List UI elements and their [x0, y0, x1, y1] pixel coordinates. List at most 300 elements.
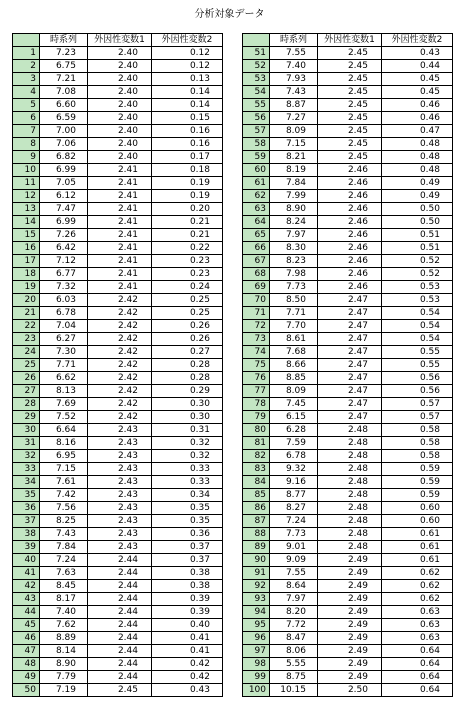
exog2-value-cell: 0.40 — [152, 619, 223, 632]
series-value-cell: 8.17 — [40, 593, 88, 606]
exog2-value-cell: 0.63 — [382, 606, 453, 619]
table-row — [243, 190, 453, 203]
series-value-cell: 6.27 — [40, 333, 88, 346]
exog2-value-cell: 0.60 — [382, 502, 453, 515]
exog2-value-cell: 0.49 — [382, 190, 453, 203]
exog2-value-cell: 0.13 — [152, 73, 223, 86]
table-row — [243, 125, 453, 138]
row-index-cell: 91 — [243, 567, 270, 580]
exog1-value-cell: 2.42 — [88, 346, 152, 359]
exog2-value-cell: 0.33 — [152, 463, 223, 476]
table-row — [243, 476, 453, 489]
row-index-cell: 2 — [13, 60, 40, 73]
table-row — [243, 437, 453, 450]
table-row — [243, 489, 453, 502]
table-row — [243, 606, 453, 619]
series-value-cell: 7.69 — [40, 398, 88, 411]
table-row — [243, 658, 453, 671]
series-value-cell: 7.40 — [40, 606, 88, 619]
exog2-value-cell: 0.57 — [382, 398, 453, 411]
table-row — [13, 333, 223, 346]
column-header-exog2: 外因性変数2 — [152, 34, 223, 47]
row-index-cell: 15 — [13, 229, 40, 242]
row-index-cell: 79 — [243, 411, 270, 424]
exog1-value-cell: 2.44 — [88, 671, 152, 684]
row-index-cell: 22 — [13, 320, 40, 333]
exog2-value-cell: 0.54 — [382, 320, 453, 333]
row-index-cell: 80 — [243, 424, 270, 437]
row-index-cell: 49 — [13, 671, 40, 684]
series-value-cell: 8.19 — [270, 164, 318, 177]
series-value-cell: 8.16 — [40, 437, 88, 450]
series-value-cell: 7.55 — [270, 567, 318, 580]
row-index-cell: 21 — [13, 307, 40, 320]
exog1-value-cell: 2.47 — [318, 307, 382, 320]
series-value-cell: 6.95 — [40, 450, 88, 463]
exog2-value-cell: 0.22 — [152, 242, 223, 255]
row-index-cell: 94 — [243, 606, 270, 619]
exog1-value-cell: 2.50 — [318, 684, 382, 697]
row-index-cell: 90 — [243, 554, 270, 567]
row-index-cell: 27 — [13, 385, 40, 398]
table-row — [243, 502, 453, 515]
table-header-row — [13, 34, 223, 47]
exog2-value-cell: 0.42 — [152, 671, 223, 684]
row-index-cell: 82 — [243, 450, 270, 463]
table-row — [13, 346, 223, 359]
row-index-cell: 87 — [243, 515, 270, 528]
exog1-value-cell: 2.45 — [318, 99, 382, 112]
row-index-cell: 99 — [243, 671, 270, 684]
series-value-cell: 9.09 — [270, 554, 318, 567]
exog2-value-cell: 0.64 — [382, 684, 453, 697]
exog1-value-cell: 2.46 — [318, 190, 382, 203]
table-row — [243, 450, 453, 463]
series-value-cell: 7.71 — [270, 307, 318, 320]
row-index-cell: 60 — [243, 164, 270, 177]
exog2-value-cell: 0.54 — [382, 333, 453, 346]
exog1-value-cell: 2.45 — [318, 138, 382, 151]
table-row — [13, 528, 223, 541]
exog2-value-cell: 0.60 — [382, 515, 453, 528]
series-value-cell: 7.52 — [40, 411, 88, 424]
exog2-value-cell: 0.18 — [152, 164, 223, 177]
series-value-cell: 7.05 — [40, 177, 88, 190]
row-index-cell: 35 — [13, 489, 40, 502]
exog1-value-cell: 2.49 — [318, 645, 382, 658]
series-value-cell: 6.78 — [270, 450, 318, 463]
table-row — [13, 515, 223, 528]
exog2-value-cell: 0.27 — [152, 346, 223, 359]
row-index-cell: 11 — [13, 177, 40, 190]
table-row — [243, 567, 453, 580]
row-index-cell: 43 — [13, 593, 40, 606]
series-value-cell: 7.61 — [40, 476, 88, 489]
row-index-cell: 20 — [13, 294, 40, 307]
exog1-value-cell: 2.45 — [318, 60, 382, 73]
table-row — [13, 476, 223, 489]
series-value-cell: 8.90 — [270, 203, 318, 216]
series-value-cell: 8.87 — [270, 99, 318, 112]
row-index-cell: 41 — [13, 567, 40, 580]
series-value-cell: 8.45 — [40, 580, 88, 593]
exog1-value-cell: 2.46 — [318, 177, 382, 190]
series-value-cell: 7.15 — [40, 463, 88, 476]
exog1-value-cell: 2.42 — [88, 398, 152, 411]
exog1-value-cell: 2.46 — [318, 281, 382, 294]
series-value-cell: 7.32 — [40, 281, 88, 294]
series-value-cell: 6.99 — [40, 164, 88, 177]
exog1-value-cell: 2.48 — [318, 463, 382, 476]
table-row — [243, 99, 453, 112]
table-row — [13, 424, 223, 437]
row-index-cell: 59 — [243, 151, 270, 164]
exog1-value-cell: 2.40 — [88, 73, 152, 86]
table-row — [13, 190, 223, 203]
row-index-cell: 65 — [243, 229, 270, 242]
row-index-cell: 48 — [13, 658, 40, 671]
exog1-value-cell: 2.45 — [318, 151, 382, 164]
exog2-value-cell: 0.26 — [152, 333, 223, 346]
exog1-value-cell: 2.43 — [88, 502, 152, 515]
row-index-cell: 62 — [243, 190, 270, 203]
row-index-cell: 24 — [13, 346, 40, 359]
exog2-value-cell: 0.15 — [152, 112, 223, 125]
exog2-value-cell: 0.46 — [382, 112, 453, 125]
table-row — [243, 671, 453, 684]
series-value-cell: 8.13 — [40, 385, 88, 398]
row-index-cell: 55 — [243, 99, 270, 112]
series-value-cell: 6.99 — [40, 216, 88, 229]
exog1-value-cell: 2.45 — [318, 112, 382, 125]
exog2-value-cell: 0.37 — [152, 554, 223, 567]
series-value-cell: 7.59 — [270, 437, 318, 450]
series-value-cell: 7.30 — [40, 346, 88, 359]
series-value-cell: 7.71 — [40, 359, 88, 372]
exog2-value-cell: 0.19 — [152, 190, 223, 203]
exog1-value-cell: 2.42 — [88, 359, 152, 372]
row-index-cell: 69 — [243, 281, 270, 294]
series-value-cell: 6.64 — [40, 424, 88, 437]
series-value-cell: 6.82 — [40, 151, 88, 164]
row-index-cell: 28 — [13, 398, 40, 411]
exog1-value-cell: 2.46 — [318, 255, 382, 268]
row-index-cell: 53 — [243, 73, 270, 86]
table-row — [243, 515, 453, 528]
table-row — [243, 385, 453, 398]
column-header-exog2: 外因性変数2 — [382, 34, 453, 47]
exog1-value-cell: 2.44 — [88, 593, 152, 606]
series-value-cell: 6.03 — [40, 294, 88, 307]
exog2-value-cell: 0.39 — [152, 606, 223, 619]
series-value-cell: 6.12 — [40, 190, 88, 203]
row-index-cell: 61 — [243, 177, 270, 190]
exog1-value-cell: 2.43 — [88, 489, 152, 502]
exog1-value-cell: 2.47 — [318, 398, 382, 411]
row-index-cell: 6 — [13, 112, 40, 125]
table-row — [243, 359, 453, 372]
row-index-cell: 68 — [243, 268, 270, 281]
exog1-value-cell: 2.40 — [88, 86, 152, 99]
exog1-value-cell: 2.46 — [318, 216, 382, 229]
exog1-value-cell: 2.48 — [318, 476, 382, 489]
exog2-value-cell: 0.14 — [152, 99, 223, 112]
series-value-cell: 7.27 — [270, 112, 318, 125]
row-index-cell: 56 — [243, 112, 270, 125]
table-row — [243, 619, 453, 632]
series-value-cell: 7.56 — [40, 502, 88, 515]
row-index-cell: 16 — [13, 242, 40, 255]
row-index-cell: 46 — [13, 632, 40, 645]
table-row — [13, 541, 223, 554]
table-row — [13, 658, 223, 671]
series-value-cell: 7.19 — [40, 684, 88, 697]
row-index-cell: 66 — [243, 242, 270, 255]
row-index-cell: 40 — [13, 554, 40, 567]
series-value-cell: 8.61 — [270, 333, 318, 346]
exog1-value-cell: 2.44 — [88, 567, 152, 580]
series-value-cell: 7.72 — [270, 619, 318, 632]
series-value-cell: 6.75 — [40, 60, 88, 73]
series-value-cell: 7.00 — [40, 125, 88, 138]
exog1-value-cell: 2.44 — [88, 580, 152, 593]
exog2-value-cell: 0.50 — [382, 216, 453, 229]
row-index-cell: 97 — [243, 645, 270, 658]
row-index-cell: 89 — [243, 541, 270, 554]
series-value-cell: 7.97 — [270, 229, 318, 242]
series-value-cell: 7.93 — [270, 73, 318, 86]
exog2-value-cell: 0.29 — [152, 385, 223, 398]
series-value-cell: 9.01 — [270, 541, 318, 554]
exog2-value-cell: 0.38 — [152, 580, 223, 593]
table-row — [13, 99, 223, 112]
exog1-value-cell: 2.40 — [88, 138, 152, 151]
table-row — [243, 541, 453, 554]
table-row — [243, 528, 453, 541]
series-value-cell: 7.06 — [40, 138, 88, 151]
series-value-cell: 8.47 — [270, 632, 318, 645]
exog1-value-cell: 2.42 — [88, 320, 152, 333]
series-value-cell: 6.60 — [40, 99, 88, 112]
table-row — [243, 333, 453, 346]
table-row — [13, 151, 223, 164]
column-header-series: 時系列 — [270, 34, 318, 47]
series-value-cell: 7.68 — [270, 346, 318, 359]
exog1-value-cell: 2.44 — [88, 645, 152, 658]
exog1-value-cell: 2.44 — [88, 554, 152, 567]
exog2-value-cell: 0.45 — [382, 73, 453, 86]
series-value-cell: 8.50 — [270, 294, 318, 307]
data-table-right — [242, 33, 453, 697]
row-index-cell: 51 — [243, 47, 270, 60]
exog1-value-cell: 2.43 — [88, 515, 152, 528]
row-index-cell: 45 — [13, 619, 40, 632]
exog1-value-cell: 2.45 — [318, 73, 382, 86]
exog2-value-cell: 0.58 — [382, 450, 453, 463]
exog1-value-cell: 2.49 — [318, 554, 382, 567]
exog1-value-cell: 2.49 — [318, 632, 382, 645]
exog2-value-cell: 0.45 — [382, 86, 453, 99]
exog2-value-cell: 0.23 — [152, 268, 223, 281]
row-index-cell: 81 — [243, 437, 270, 450]
series-value-cell: 7.15 — [270, 138, 318, 151]
exog2-value-cell: 0.64 — [382, 645, 453, 658]
series-value-cell: 6.78 — [40, 307, 88, 320]
exog2-value-cell: 0.58 — [382, 437, 453, 450]
table-row — [243, 632, 453, 645]
exog1-value-cell: 2.40 — [88, 125, 152, 138]
series-value-cell: 8.20 — [270, 606, 318, 619]
exog2-value-cell: 0.53 — [382, 294, 453, 307]
exog2-value-cell: 0.42 — [152, 658, 223, 671]
exog2-value-cell: 0.44 — [382, 60, 453, 73]
table-row — [13, 450, 223, 463]
exog1-value-cell: 2.41 — [88, 229, 152, 242]
exog2-value-cell: 0.48 — [382, 151, 453, 164]
row-index-cell: 54 — [243, 86, 270, 99]
exog2-value-cell: 0.14 — [152, 86, 223, 99]
row-index-cell: 32 — [13, 450, 40, 463]
exog2-value-cell: 0.55 — [382, 359, 453, 372]
row-index-cell: 85 — [243, 489, 270, 502]
exog2-value-cell: 0.61 — [382, 528, 453, 541]
exog2-value-cell: 0.28 — [152, 359, 223, 372]
exog1-value-cell: 2.44 — [88, 658, 152, 671]
row-index-cell: 26 — [13, 372, 40, 385]
row-index-cell: 37 — [13, 515, 40, 528]
row-index-cell: 86 — [243, 502, 270, 515]
exog1-value-cell: 2.40 — [88, 112, 152, 125]
exog2-value-cell: 0.56 — [382, 372, 453, 385]
table-row — [243, 86, 453, 99]
exog1-value-cell: 2.44 — [88, 606, 152, 619]
table-row — [243, 112, 453, 125]
exog2-value-cell: 0.43 — [382, 47, 453, 60]
exog1-value-cell: 2.44 — [88, 632, 152, 645]
exog2-value-cell: 0.35 — [152, 515, 223, 528]
row-index-cell: 39 — [13, 541, 40, 554]
table-row — [243, 411, 453, 424]
series-value-cell: 10.15 — [270, 684, 318, 697]
exog1-value-cell: 2.47 — [318, 320, 382, 333]
exog2-value-cell: 0.48 — [382, 164, 453, 177]
table-row — [243, 281, 453, 294]
table-row — [243, 229, 453, 242]
exog2-value-cell: 0.20 — [152, 203, 223, 216]
exog1-value-cell: 2.41 — [88, 281, 152, 294]
row-index-cell: 4 — [13, 86, 40, 99]
row-index-cell: 29 — [13, 411, 40, 424]
exog2-value-cell: 0.37 — [152, 541, 223, 554]
exog2-value-cell: 0.53 — [382, 281, 453, 294]
table-row — [13, 554, 223, 567]
exog1-value-cell: 2.46 — [318, 164, 382, 177]
row-index-cell: 19 — [13, 281, 40, 294]
exog1-value-cell: 2.48 — [318, 424, 382, 437]
exog1-value-cell: 2.48 — [318, 541, 382, 554]
row-index-cell: 84 — [243, 476, 270, 489]
series-value-cell: 7.23 — [40, 47, 88, 60]
exog1-value-cell: 2.41 — [88, 164, 152, 177]
exog1-value-cell: 2.47 — [318, 294, 382, 307]
row-index-cell: 17 — [13, 255, 40, 268]
row-index-cell: 74 — [243, 346, 270, 359]
row-index-cell: 67 — [243, 255, 270, 268]
exog1-value-cell: 2.48 — [318, 437, 382, 450]
series-value-cell: 6.15 — [270, 411, 318, 424]
series-value-cell: 8.77 — [270, 489, 318, 502]
table-row — [13, 619, 223, 632]
exog1-value-cell: 2.41 — [88, 268, 152, 281]
row-index-cell: 52 — [243, 60, 270, 73]
row-index-cell: 34 — [13, 476, 40, 489]
page-title: 分析対象データ — [194, 9, 265, 20]
series-value-cell: 6.62 — [40, 372, 88, 385]
exog1-value-cell: 2.45 — [318, 86, 382, 99]
row-index-cell: 5 — [13, 99, 40, 112]
exog2-value-cell: 0.64 — [382, 671, 453, 684]
exog2-value-cell: 0.49 — [382, 177, 453, 190]
series-value-cell: 7.21 — [40, 73, 88, 86]
table-row — [243, 164, 453, 177]
table-header-row — [243, 34, 453, 47]
row-index-cell: 92 — [243, 580, 270, 593]
table-row — [243, 255, 453, 268]
table-row — [243, 463, 453, 476]
exog1-value-cell: 2.42 — [88, 385, 152, 398]
series-value-cell: 7.84 — [40, 541, 88, 554]
exog1-value-cell: 2.42 — [88, 333, 152, 346]
row-index-cell: 100 — [243, 684, 270, 697]
exog2-value-cell: 0.28 — [152, 372, 223, 385]
row-index-cell: 93 — [243, 593, 270, 606]
exog2-value-cell: 0.17 — [152, 151, 223, 164]
exog1-value-cell: 2.41 — [88, 255, 152, 268]
exog1-value-cell: 2.43 — [88, 463, 152, 476]
exog1-value-cell: 2.41 — [88, 242, 152, 255]
exog2-value-cell: 0.21 — [152, 216, 223, 229]
exog2-value-cell: 0.61 — [382, 554, 453, 567]
exog1-value-cell: 2.49 — [318, 658, 382, 671]
row-index-cell: 72 — [243, 320, 270, 333]
series-value-cell: 8.25 — [40, 515, 88, 528]
exog2-value-cell: 0.26 — [152, 320, 223, 333]
series-value-cell: 7.45 — [270, 398, 318, 411]
table-row — [243, 424, 453, 437]
exog2-value-cell: 0.57 — [382, 411, 453, 424]
series-value-cell: 7.43 — [270, 86, 318, 99]
row-index-cell: 88 — [243, 528, 270, 541]
series-value-cell: 7.79 — [40, 671, 88, 684]
table-row — [13, 372, 223, 385]
exog1-value-cell: 2.48 — [318, 450, 382, 463]
row-index-cell: 30 — [13, 424, 40, 437]
row-index-cell: 1 — [13, 47, 40, 60]
exog1-value-cell: 2.42 — [88, 411, 152, 424]
exog1-value-cell: 2.49 — [318, 580, 382, 593]
table-row — [243, 216, 453, 229]
exog2-value-cell: 0.35 — [152, 502, 223, 515]
exog2-value-cell: 0.41 — [152, 632, 223, 645]
series-value-cell: 7.70 — [270, 320, 318, 333]
exog1-value-cell: 2.40 — [88, 151, 152, 164]
exog2-value-cell: 0.62 — [382, 593, 453, 606]
table-row — [13, 242, 223, 255]
table-row — [243, 177, 453, 190]
exog2-value-cell: 0.32 — [152, 450, 223, 463]
series-value-cell: 7.12 — [40, 255, 88, 268]
series-value-cell: 6.59 — [40, 112, 88, 125]
